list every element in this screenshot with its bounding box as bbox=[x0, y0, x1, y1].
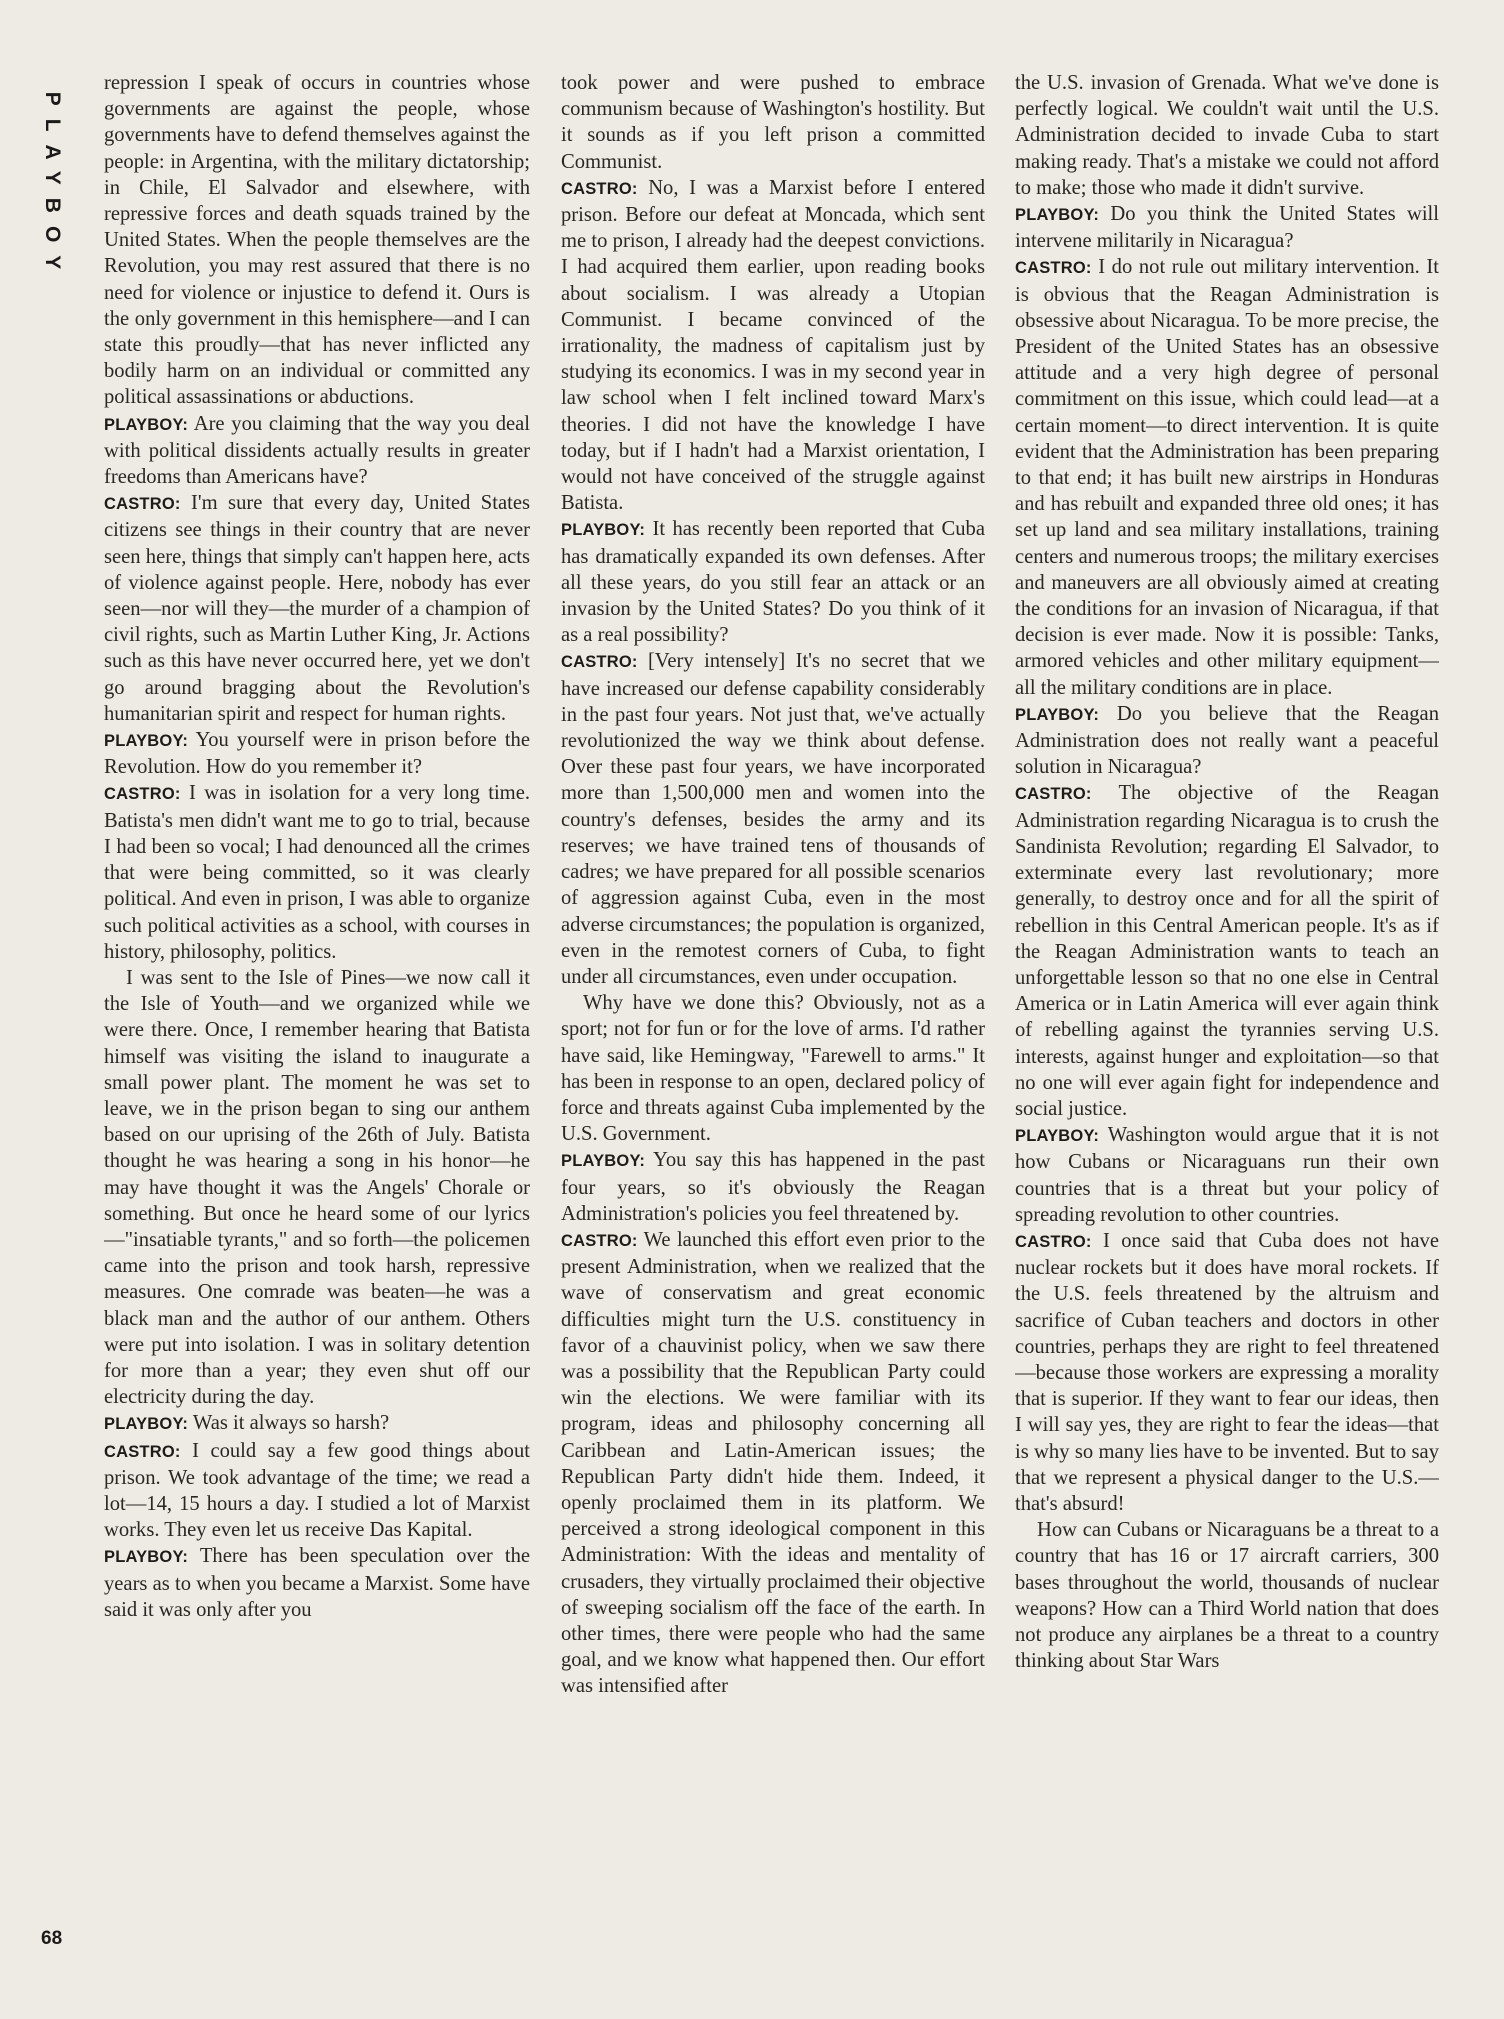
paragraph-text: repression I speak of occurs in countries whose governments are against the people, whose governments have to defend themselves against the people: in Argentina, with the military dictatorship; in Chile, El Salvador and elsewhere, with repressive forces and death squads trained by the United States. When the people themselves are the Revolution, you may rest assured that there is no need for violence or injustice to defend it. Ours is the only government in this hemisphere—and I can state this proudly—that has never inflicted any bodily harm on an individual or committed any political assassinations or abductions. bbox=[104, 72, 530, 409]
paragraph-text: [Very intensely] It's no secret that we have increased our defense capability considerably in the past four years. Not just that, we've actually revolutionized the way we think about defense. Over these past four years, we have incorporated more than 1,500,000 men and women into the country's defenses, besides the army and its reserves; we have trained tens of thousands of cadres; we have prepared for all possible scenarios of aggression against Cuba, even in the most adverse circumstances; the population is organized, even in the remotest corners of Cuba, to fight under all circumstances, even under occupation. bbox=[561, 650, 985, 988]
paragraph-text: There has been speculation over the years as to when you became a Marxist. Some have said it was only after you bbox=[104, 1545, 530, 1621]
paragraph-text: I once said that Cuba does not have nuclear rockets but it does have moral rockets. If the U.S. feels threatened by the altruism and sacrifice of Cuban teachers and doctors in other countries, perhaps they are right to feel threatened—because those workers are expressing a morality that is superior. If they want to fear our ideas, then I will say yes, they are right to fear the ideas—that is why so many lies have to be invented. But to say that we represent a physical danger to the U.S.—that's absurd! bbox=[1015, 1229, 1439, 1515]
paragraph bbox=[561, 70, 985, 175]
speaker-label: PLAYBOY: bbox=[561, 521, 646, 540]
speaker-label: CASTRO: bbox=[104, 495, 181, 514]
speaker-label: CASTRO: bbox=[561, 653, 638, 672]
paragraph-text: You yourself were in prison before the Revolution. How do you remember it? bbox=[104, 729, 530, 779]
interview-exchange bbox=[104, 727, 530, 780]
interview-exchange bbox=[561, 1227, 985, 1700]
speaker-label: PLAYBOY: bbox=[104, 1548, 189, 1567]
paragraph-text: No, I was a Marxist before I entered prison. Before our defeat at Moncada, which sent me to prison, I already had the deepest convictions. I had acquired them earlier, upon reading books about socialism. I was already a Utopian Communist. I became convinced of the irrationality, the madness of capitalism just by studying its economics. I was in my second year in law school when I felt inclined toward Marx's theories. I did not have the knowledge I have today, but if I hadn't had a Marxist orientation, I would not have conceived of the struggle against Batista. bbox=[561, 176, 985, 515]
paragraph bbox=[1015, 70, 1439, 201]
paragraph-text: Was it always so harsh? bbox=[192, 1412, 390, 1435]
speaker-label: CASTRO: bbox=[104, 1442, 181, 1461]
interview-exchange bbox=[104, 780, 530, 964]
interview-exchange bbox=[561, 175, 985, 517]
paragraph-text: took power and were pushed to embrace communism because of Washington's hostility. But it sounds as if you left prison a committed Communist. bbox=[561, 72, 985, 173]
paragraph bbox=[561, 990, 985, 1147]
paragraph-text: The objective of the Reagan Administration regarding Nicaragua is to crush the Sandinista Revolution; regarding El Salvador, to exterminate every last revolutionary; more generally, to destroy once and for all the spirit of rebellion in this Central American people. It's as if the Reagan Administration wants to teach an unforgettable lesson so that no one else in Central America or in Latin America will ever again think of rebelling against the tyrannies serving U.S. interests, against hunger and exploitation—so that no one will ever again fight for independence and social justice. bbox=[1015, 782, 1439, 1120]
paragraph-text: I was sent to the Isle of Pines—we now call it the Isle of Youth—and we organized while we were there. Once, I remember hearing that Batista himself was visiting the island to inaugurate a small power plant. The moment he was set to leave, we in the prison began to sing our anthem based on our uprising of the 26th of July. Batista thought he was hearing a song in his honor—he may have thought it was the Angels' Chorale or something. But once he heard some of our lyrics—"insatiable tyrants," and so forth—the policemen came into the prison and took harsh, repressive measures. One comrade was beaten—he was a black man and the author of our anthem. Others were put into isolation. I was in solitary detention for more than a year; they even shut off our electricity during the day. bbox=[104, 966, 530, 1409]
speaker-label: CASTRO: bbox=[1015, 259, 1092, 278]
magazine-name: PLAYBOY bbox=[41, 91, 64, 283]
text-column-2 bbox=[561, 70, 985, 1954]
speaker-label: CASTRO: bbox=[104, 785, 181, 804]
speaker-label: PLAYBOY: bbox=[1015, 705, 1100, 724]
paragraph-text: I was in isolation for a very long time. Batista's men didn't want me to go to trial, because I had been so vocal; I had denounced all the crimes that were being committed, so it was clearly political. And even in prison, I was able to organize such political activities as a school, with courses in history, philosophy, politics. bbox=[104, 782, 530, 963]
interview-exchange bbox=[561, 516, 985, 648]
paragraph-text: I could say a few good things about prison. We took advantage of the time; we read a lot—14, 15 hours a day. I studied a lot of Marxist works. They even let us receive Das Kapital. bbox=[104, 1439, 530, 1542]
paragraph-text: Do you think the United States will intervene militarily in Nicaragua? bbox=[1015, 203, 1439, 253]
interview-exchange bbox=[1015, 780, 1439, 1122]
paragraph-text: We launched this effort even prior to the present Administration, when we realized that the wave of conservatism and great economic difficulties might turn the U.S. constituency in favor of a chauvinist policy, when we saw there was a possibility that the Republican Party could win the elections. We were familiar with its program, ideas and philosophy concerning all Caribbean and Latin-American issues; the Republican Party didn't hide them. Indeed, it openly proclaimed them in its platform. We perceived a strong ideological component in this Administration: With the ideas and mentality of crusaders, they virtually proclaimed their objective of sweeping socialism off the face of the earth. In other times, there were people who had the same goal, and we know what happened then. Our effort was intensified after bbox=[561, 1228, 985, 1698]
interview-exchange bbox=[1015, 1122, 1439, 1228]
interview-exchange bbox=[104, 1543, 530, 1623]
interview-exchange bbox=[1015, 201, 1439, 254]
interview-exchange bbox=[104, 490, 530, 727]
paragraph bbox=[104, 965, 530, 1410]
speaker-label: PLAYBOY: bbox=[561, 1152, 646, 1171]
paragraph-text: Are you claiming that the way you deal with political dissidents actually results in greater freedoms than Americans have? bbox=[104, 412, 530, 489]
paragraph-text: It has recently been reported that Cuba has dramatically expanded its own defenses. After all these years, do you still fear an attack or an invasion by the United States? Do you think of it as a real possibility? bbox=[561, 518, 985, 647]
speaker-label: PLAYBOY: bbox=[104, 1415, 189, 1434]
paragraph-text: How can Cubans or Nicaraguans be a threat to a country that has 16 or 17 aircraft carriers, 300 bases throughout the world, thousands of nuclear weapons? How can a Third World nation that does not produce any airplanes be a threat to a country thinking about Star Wars bbox=[1015, 1519, 1439, 1673]
interview-exchange bbox=[104, 1438, 530, 1544]
interview-exchange bbox=[104, 411, 530, 491]
text-column-3 bbox=[1015, 70, 1439, 1954]
speaker-label: PLAYBOY: bbox=[1015, 1127, 1100, 1146]
speaker-label: PLAYBOY: bbox=[1015, 206, 1100, 225]
speaker-label: CASTRO: bbox=[1015, 785, 1092, 804]
text-column-1 bbox=[104, 70, 530, 1954]
magazine-running-head bbox=[32, 72, 72, 302]
paragraph bbox=[104, 70, 530, 411]
interview-exchange bbox=[561, 1147, 985, 1227]
speaker-label: PLAYBOY: bbox=[104, 732, 189, 751]
paragraph-text: the U.S. invasion of Grenada. What we've done is perfectly logical. We couldn't wait until the U.S. Administration decided to invade Cuba to start making ready. That's a mistake we could not afford to make; those who made it didn't survive. bbox=[1015, 72, 1439, 199]
interview-exchange bbox=[1015, 254, 1439, 700]
interview-exchange bbox=[104, 1410, 530, 1437]
paragraph bbox=[1015, 1517, 1439, 1674]
speaker-label: CASTRO: bbox=[561, 179, 638, 198]
paragraph-text: I'm sure that every day, United States citizens see things in their country that are never seen here, things that simply can't happen here, acts of violence against people. Here, nobody has ever seen—nor will they—the murder of a champion of civil rights, such as Martin Luther King, Jr. Actions such as this have never occurred here, yet we don't go around bragging about the Revolution's humanitarian spirit and respect for human rights. bbox=[104, 492, 530, 725]
speaker-label: CASTRO: bbox=[561, 1231, 638, 1250]
speaker-label: CASTRO: bbox=[1015, 1232, 1092, 1251]
page-number: 68 bbox=[41, 1928, 63, 1949]
paragraph-text: You say this has happened in the past four years, so it's obviously the Reagan Administration's policies you feel threatened by. bbox=[561, 1149, 985, 1225]
paragraph-text: I do not rule out military intervention. It is obvious that the Reagan Administration is obsessive about Nicaragua. To be more precise, the President of the United States has an obsessive attitude and a very high degree of personal commitment on this issue, which could lead—at a certain moment—to direct intervention. It is quite evident that the Administration has been preparing to that end; it has built new airstrips in Honduras and has rebuilt and expanded three old ones; it has set up land and sea military installations, training centers and numerous troops; the military exercises and maneuvers are all obviously aimed at creating the conditions for an invasion of Nicaragua, if that decision is ever made. Now it is possible: Tanks, armored vehicles and other military equipment—all the military conditions are in place. bbox=[1015, 256, 1439, 699]
interview-exchange bbox=[561, 648, 985, 990]
interview-exchange bbox=[1015, 701, 1439, 781]
paragraph-text: Do you believe that the Reagan Administration does not really want a peaceful solution in Nicaragua? bbox=[1015, 702, 1439, 779]
speaker-label: PLAYBOY: bbox=[104, 415, 189, 434]
paragraph-text: Washington would argue that it is not how Cubans or Nicaraguans run their own countries that is a threat but your policy of spreading revolution to other countries. bbox=[1015, 1124, 1439, 1226]
paragraph-text: Why have we done this? Obviously, not as a sport; not for fun or for the love of arms. I'd rather have said, like Hemingway, "Farewell to arms." It has been in response to an open, declared policy of force and threats against Cuba implemented by the U.S. Government. bbox=[561, 992, 985, 1146]
interview-exchange bbox=[1015, 1228, 1439, 1517]
